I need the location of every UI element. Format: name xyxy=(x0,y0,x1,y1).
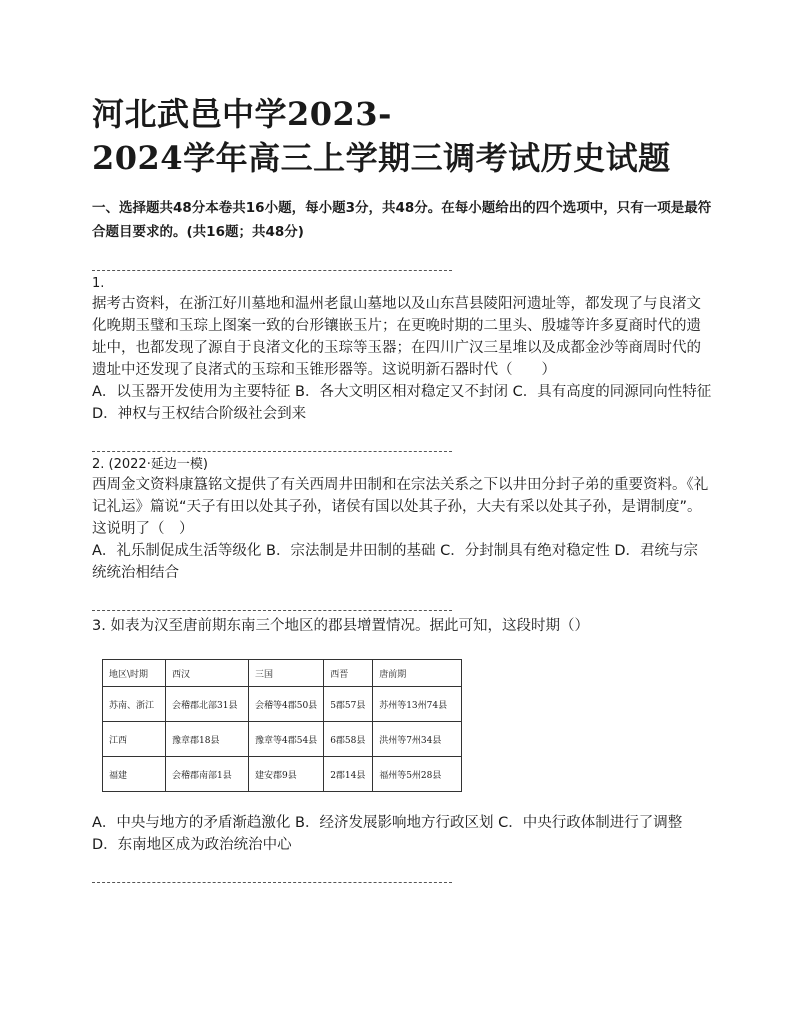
table-cell: 苏州等13州74县 xyxy=(373,687,462,722)
question-text: 西周金文资料康簋铭文提供了有关西周井田制和在宗法关系之下以井田分封子弟的重要资料。《礼记礼运》篇说“天子有田以处其子孙，诸侯有国以处其子孙，大夫有采以处其子孙，是谓制度”。这说明了（ ） xyxy=(92,477,709,537)
question-1 xyxy=(92,275,712,425)
question-options: A．中央与地方的矛盾渐趋激化 B．经济发展影响地方行政区划 C．中央行政体制进行了调整 D．东南地区成为政治统治中心 xyxy=(92,815,683,853)
table-cell: 苏南、浙江 xyxy=(103,687,166,722)
table-cell: 福州等5州28县 xyxy=(373,757,462,792)
section-header: 一、选择题共48分本卷共16小题，每小题3分，共48分。在每小题给出的四个选项中，只有一项是最符合题目要求的。(共16题；共48分) xyxy=(92,200,712,240)
table-cell: 福建 xyxy=(103,757,166,792)
separator-line xyxy=(92,882,452,883)
title-line-2: 2024学年高三上学期三调考试历史试题 xyxy=(92,139,671,177)
question-options: A．礼乐制促成生活等级化 B．宗法制是井田制的基础 C．分封制具有绝对稳定性 D．君统与宗统统治相结合 xyxy=(92,543,698,581)
table-cell: 洪州等7州34县 xyxy=(373,722,462,757)
question-2 xyxy=(92,456,712,584)
title-line-1: 河北武邑中学2023- xyxy=(92,95,392,133)
question-3 xyxy=(92,615,712,856)
question-text: 3. 如表为汉至唐前期东南三个地区的郡县增置情况。据此可知，这段时期（） xyxy=(92,618,589,634)
county-table xyxy=(102,659,462,792)
table-cell: 豫章等4郡54县 xyxy=(249,722,324,757)
table-header-cell: 地区\时期 xyxy=(103,660,166,687)
question-number: 1. xyxy=(92,276,105,291)
question-text: 据考古资料，在浙江好川墓地和温州老鼠山墓地以及山东莒县陵阳河遗址等，都发现了与良渚文化晚期玉璧和玉琮上图案一致的台形镶嵌玉片；在更晚时期的二里头、殷墟等许多夏商时代的遗址中，也都发现了源自于良渚文化的玉琮等玉器；在四川广汉三星堆以及成都金沙等商周时代的遗址中还发现了良渚式的玉琮和玉锥形器等。这说明新石器时代（ ） xyxy=(92,296,701,378)
table-cell: 5郡57县 xyxy=(324,687,373,722)
table-header-row xyxy=(103,660,462,687)
question-number: 2. (2022·延边一模) xyxy=(92,457,208,472)
table-cell: 江西 xyxy=(103,722,166,757)
separator-line xyxy=(92,451,452,452)
table-row xyxy=(103,687,462,722)
table-header-cell: 西汉 xyxy=(166,660,249,687)
exam-page xyxy=(92,92,712,887)
table-cell: 会稽郡南部1县 xyxy=(166,757,249,792)
table-cell: 建安郡9县 xyxy=(249,757,324,792)
table-cell: 豫章郡18县 xyxy=(166,722,249,757)
table-row xyxy=(103,722,462,757)
table-header-cell: 西晋 xyxy=(324,660,373,687)
table-cell: 2郡14县 xyxy=(324,757,373,792)
question-options: A．以玉器开发使用为主要特征 B．各大文明区相对稳定又不封闭 C．具有高度的同源同向性特征 D．神权与王权结合阶级社会到来 xyxy=(92,384,712,422)
separator-line xyxy=(92,610,452,611)
table-row xyxy=(103,757,462,792)
table-header-cell: 三国 xyxy=(249,660,324,687)
table-cell: 6郡58县 xyxy=(324,722,373,757)
table-cell: 会稽等4郡50县 xyxy=(249,687,324,722)
separator-line xyxy=(92,270,452,271)
page-title xyxy=(92,92,712,180)
table-header-cell: 唐前期 xyxy=(373,660,462,687)
table-cell: 会稽郡北部31县 xyxy=(166,687,249,722)
